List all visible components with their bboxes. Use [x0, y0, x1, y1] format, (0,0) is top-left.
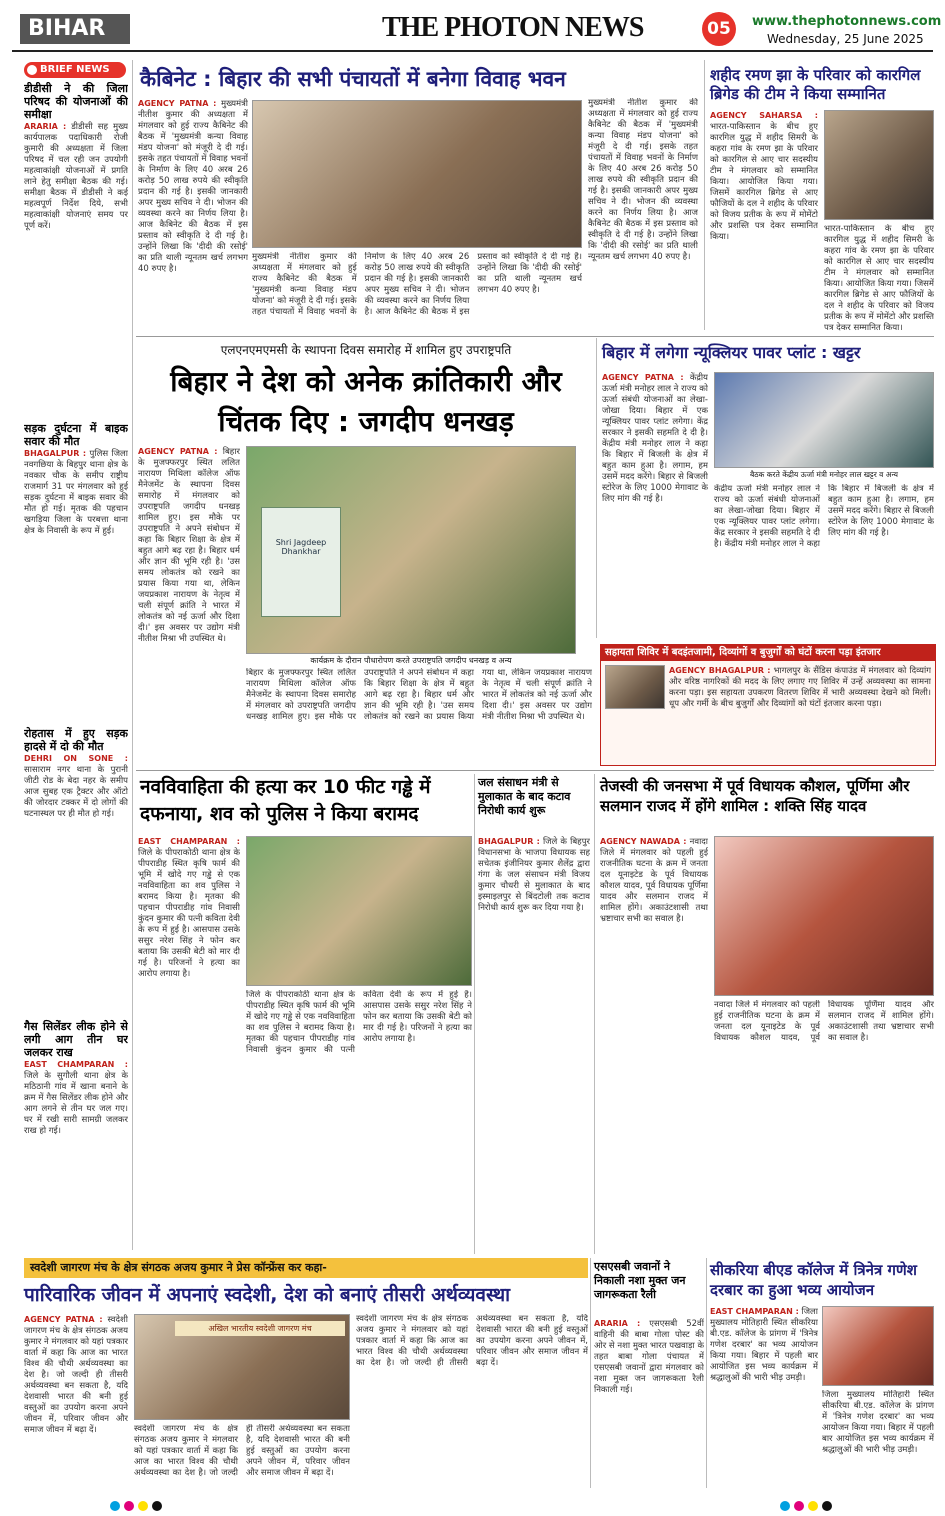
nuclear-text-cont: केंद्रीय ऊर्जा मंत्री मनोहर लाल ने राज्य को ऊर्जा संबंधी योजनाओं का लेखा-जोखा दिया। बिहार में एक न्यूक्लियर पावर प्लांट लगेगा। केंद्र सरकार ने इसकी सहमति दे दी है। केंद्रीय मंत्री मनोहर लाल ने कहा कि बिहार में बिजली के क्षेत्र में बहुत काम हुआ है। लगाम, हम उसमें मदद करेंगे। बिहार से बिजली स्टोरेज के लिए 1000 मेगावाट के लिए मांग की गई है।: [714, 484, 934, 549]
murder-text: जिले के पीपराकोठी थाना क्षेत्र के पीपराडीह स्थित कृषि फार्म की भूमि में खोदे गए गड्ढे से एक नवविवाहिता का शव पुलिस ने बरामद किया है। मृतका की पहचान पीपराडीह गांव निवासी कुंदन कुमार की पत्नी कविता देवी के रूप में हुई है। आसपास उसके ससुर नरेश सिंह ने फोन कर बताया कि उसकी बेटी को मार दी गई है। परिजनों ने हत्या का आरोप लगाया है।: [138, 848, 240, 979]
swadeshi-banner-text: अखिल भारतीय स्वदेशी जागरण मंच: [175, 1321, 345, 1336]
tejashwi-text-cont: नवादा जिले में मंगलवार को पहली हुई राजनीतिक घटना के क्रम में जनता दल यूनाइटेड के पूर्व विधायक कौशल यादव, पूर्व विधायक पूर्णिमा यादव और सलमान राजद में शामिल होंगे। अकाउंटशासी तथा भ्रष्टाचार सभी का सवाल है।: [714, 1000, 934, 1043]
tejashwi-photo: [714, 836, 934, 996]
swadeshi-kicker-banner: [24, 1258, 588, 1278]
swadeshi-body: [24, 1314, 128, 1484]
nuclear-body-cont: [714, 484, 934, 640]
brief-item: [24, 422, 128, 537]
nuclear-text: केंद्रीय ऊर्जा मंत्री मनोहर लाल ने राज्य को ऊर्जा संबंधी योजनाओं का लेखा-जोखा दिया। बिहार में एक न्यूक्लियर पावर प्लांट लगेगा। केंद्र सरकार ने इसकी सहमति दे दी है। केंद्रीय मंत्री मनोहर लाल ने कहा कि बिहार में बिजली के क्षेत्र में बहुत काम हुआ है। लगाम, हम उसमें मदद करेंगे। बिहार से बिजली स्टोरेज के लिए 1000 मेगावाट के लिए मांग की गई है।: [602, 373, 708, 504]
brief-place: BHAGALPUR :: [24, 449, 87, 458]
brief-title: डीडीसी ने की जिला परिषद की योजनाओं की समीक्षा: [24, 82, 128, 121]
swadeshi-text-right: स्वदेशी जागरण मंच के क्षेत्र संगठक अजय कुमार ने मंगलवार को यहां पत्रकार वार्ता में कहा कि आज का भारत विश्व की चौथी अर्थव्यवस्था का देश है। जो जल्दी ही तीसरी अर्थव्यवस्था बन सकता है, यदि देशवासी भारत की बनी हुई वस्तुओं का उपयोग करना अपने जीवन में, परिवार जीवन और समाज जीवन में बढ़ा दें।: [356, 1314, 588, 1368]
martyr-place: AGENCY SAHARSA :: [710, 111, 818, 120]
column-divider: [590, 1258, 591, 1488]
column-divider: [596, 338, 597, 638]
camp-story-box: [600, 644, 936, 766]
murder-body: [138, 836, 240, 1254]
swadeshi-photo: [134, 1314, 350, 1420]
brief-body: पुलिस जिला नवगछिया के बिहपुर थाना क्षेत्र के नवकार चौक के समीप राष्ट्रीय राजमार्ग 31 पर मंगलवार को हुई सड़क दुर्घटना में बाइक सवार की मौत हो गई। मृतक की पहचान खगड़िया जिला के परबत्ता थाना क्षेत्र के निवासी के रूप में हुई।: [24, 449, 128, 536]
camp-body: [669, 665, 931, 761]
ssb-place: ARARIA :: [594, 1319, 641, 1328]
water-body: [478, 836, 590, 1254]
ganesh-photo: [822, 1306, 934, 1386]
camp-text: भागलपुर के सैंडिस कंपाउंड में मंगलवार को दिव्यांग और वरिष्ठ नागरिकों की मदद के लिए लगाए गए शिविर में उन्हें अव्यवस्था का सामना करना पड़ा। इस सहायता उपकरण वितरण शिविर में भारी अव्यवस्था देखने को मिली। धूप और गर्मी के बीच बुजुर्गों और दिव्यांगों को घंटों इंतजार करना पड़ा।: [669, 666, 931, 709]
brief-news-label: [24, 62, 126, 78]
brief-body: सासाराम नगर थाना के पुरानी जीटी रोड के बेदा नहर के समीप आज सुबह एक ट्रैक्टर और ऑटो की जोरदार टक्कर में दो लोगों की घटनास्थल पर ही मौत हो गई।: [24, 765, 128, 819]
column-divider: [474, 774, 475, 1254]
murder-headline: नवविवाहिता की हत्या कर 10 फीट गड्ढे में दफनाया, शव को पुलिस ने किया बरामद: [140, 776, 431, 825]
color-registration-bar: [110, 1496, 166, 1515]
swadeshi-headline: पारिवारिक जीवन में अपनाएं स्वदेशी, देश को बनाएं तीसरी अर्थव्यवस्था: [24, 1284, 511, 1306]
lead-body-right: [588, 98, 698, 328]
martyr-body: [710, 110, 818, 332]
nuclear-place: AGENCY PATNA :: [602, 373, 684, 382]
tejashwi-body-cont: [714, 1000, 934, 1254]
nuclear-body: [602, 372, 708, 640]
column-divider: [704, 60, 705, 330]
ssb-text: एसएसबी 52वीं वाहिनी की बाबा गोला पोस्ट की ओर से नशा मुक्त भारत पखवाड़ा के तहत बाबा गोला पंचायत में एसएसबी जवानों द्वारा मंगलवार को नशा मुक्त जन जागरूकता रैली निकाली गई।: [594, 1319, 704, 1395]
nuclear-photo-caption: बैठक करते केंद्रीय ऊर्जा मंत्री मनोहर लाल खट्टर व अन्य: [749, 470, 899, 479]
vp-body: [138, 446, 240, 764]
lead-headline: कैबिनेट : बिहार की सभी पंचायतों में बनेगा विवाह भवन: [140, 67, 566, 91]
tejashwi-body: [600, 836, 708, 1254]
issue-date: Wednesday, 25 June 2025: [767, 32, 924, 46]
brief-item: [24, 82, 128, 232]
vp-body-cont: [246, 668, 592, 764]
brief-title: रोहतास में हुए सड़क हादसे में दो की मौत: [24, 727, 128, 753]
section-label: BIHAR: [20, 14, 130, 44]
martyr-photo: [824, 110, 934, 220]
martyr-headline: शहीद रमण झा के परिवार को कारगिल ब्रिगेड की टीम ने किया सम्मानित: [710, 66, 921, 103]
brief-label-text: BRIEF NEWS: [40, 64, 110, 75]
nuclear-photo: [714, 372, 934, 468]
horizontal-rule: [136, 336, 934, 337]
murder-text-cont: जिले के पीपराकोठी थाना क्षेत्र के पीपराडीह स्थित कृषि फार्म की भूमि में खोदे गए गड्ढे से एक नवविवाहिता का शव पुलिस ने बरामद किया है। मृतका की पहचान पीपराडीह गांव निवासी कुंदन कुमार की पत्नी कविता देवी के रूप में हुई है। आसपास उसके ससुर नरेश सिंह ने फोन कर बताया कि उसकी बेटी को मार दी गई है। परिजनों ने हत्या का आरोप लगाया है।: [246, 990, 472, 1055]
column-divider: [706, 1258, 707, 1488]
swadeshi-body-cont: [134, 1424, 350, 1486]
ganesh-text-cont: जिला मुख्यालय मोतिहारी स्थित सीकरिया बी.एड. कॉलेज के प्रांगण में 'त्रिनेत्र गणेश दरबार' का भव्य आयोजन किया गया। बिहार में पहली बार आयोजित इस भव्य कार्यक्रम में श्रद्धालुओं की भारी भीड़ उमड़ी।: [822, 1390, 934, 1455]
color-registration-bar: [780, 1496, 836, 1515]
swadeshi-body-right: [356, 1314, 588, 1486]
ganesh-body-cont: [822, 1390, 934, 1486]
brief-item: [24, 1020, 128, 1137]
swadeshi-kicker: स्वदेशी जागरण मंच के क्षेत्र संगठक अजय कुमार ने प्रेस कॉन्फ्रेंस कर कहा-: [30, 1261, 327, 1274]
vp-text-cont: बिहार के मुजफ्फरपुर स्थित ललित नारायण मिथिला कॉलेज ऑफ मैनेजमेंट के स्थापना दिवस समारोह में मंगलवार को उपराष्ट्रपति जगदीप धनखड़ शामिल हुए। इस मौके पर उपराष्ट्रपति ने अपने संबोधन में कहा कि बिहार शिक्षा के क्षेत्र में बहुत आगे बढ़ रहा है। बिहार धर्म और ज्ञान की भूमि रही है। 'उस समय लोकतंत्र को रखने का प्रयास किया गया था, लेकिन जयप्रकाश नारायण के नेतृत्व में चली संपूर्ण क्रांति ने भारत में लोकतंत्र को नई ऊर्जा और दिशा दी।' इस अवसर पर उद्योग मंत्री नीतीश मिश्रा भी उपस्थित थे।: [246, 668, 592, 722]
tejashwi-place: AGENCY NAWADA :: [600, 837, 687, 846]
brief-body: जिले के सुगौली थाना क्षेत्र के मठिठानी गांव में खाना बनाने के क्रम में गैस सिलेंडर लीक होने और आग लगने से तीन घर जल गए। घर में रखी सारी सामग्री जलकर राख हो गई।: [24, 1071, 128, 1136]
ganesh-place: EAST CHAMPARAN :: [710, 1307, 799, 1316]
vp-photo: [246, 446, 576, 654]
water-place: BHAGALPUR :: [478, 837, 540, 846]
vp-headline: बिहार ने देश को अनेक क्रांतिकारी और चिंतक दिए : जगदीप धनखड़: [170, 365, 562, 438]
masthead: [12, 8, 942, 52]
brief-body: डीडीसी सह मुख्य कार्यपालक पदाधिकारी रोजी कुमारी की अध्यक्षता में जिला परिषद में चल रही जन उपयोगी महत्वाकांक्षी योजनाओं में प्रगति लाने हेतु समीक्षा बैठक की गई। समीक्षा बैठक में डीडीसी ने कई महत्वपूर्ण निर्देश दिये, सभी महत्वाकांक्षी योजनाएं समय पर पूर्ण करें।: [24, 122, 128, 231]
lead-body: [138, 98, 248, 328]
swadeshi-text-cont: स्वदेशी जागरण मंच के क्षेत्र संगठक अजय कुमार ने मंगलवार को यहां पत्रकार वार्ता में कहा कि आज का भारत विश्व की चौथी अर्थव्यवस्था का देश है। जो जल्दी ही तीसरी अर्थव्यवस्था बन सकता है, यदि देशवासी भारत की बनी हुई वस्तुओं का उपयोग करना अपने जीवन में, परिवार जीवन और समाज जीवन में बढ़ा दें।: [134, 1424, 350, 1478]
column-divider: [132, 60, 133, 1250]
martyr-body-cont: [824, 224, 934, 332]
water-text: जिले के बिहपुर विधानसभा के भाजपा विधायक सह सचेतक इंजीनियर कुमार शैलेंद्र द्वारा गंगा के जल संसाधन मंत्री विजय कुमार चौधरी से मुलाकात के बाद इस्माइलपुर से बिंदटोली तक कटाव निरोधी कार्य शुरू कर दिया गया है।: [478, 837, 590, 913]
martyr-text: भारत-पाकिस्तान के बीच हुए कारगिल युद्ध में शहीद सिमरी के कहरा गांव के रमण झा के परिवार को कारगिल से आए चार सदस्यीय टीम ने मंगलवार को सम्मानित किया। आयोजित किया गया। जिसमें कारगिल ब्रिगेड से आए फौजियों के दल ने शहीद के परिवार को विजय प्रतीक के रूप में मोमेंटो और प्रशस्ति पत्र देकर सम्मानित किया।: [710, 122, 818, 242]
brief-item: [24, 727, 128, 820]
vp-photo-caption: कार्यक्रम के दौरान पौधारोपण करते उपराष्ट्रपति जगदीप धनखड़ व अन्य: [246, 654, 576, 667]
murder-photo: [246, 836, 472, 986]
lead-text: मुख्यमंत्री नीतीश कुमार की अध्यक्षता में मंगलवार को हुई राज्य कैबिनेट की बैठक में 'मुख्यमंत्री कन्या विवाह मंडप योजना' को मंजूरी दे दी गई। इसके तहत पंचायतों में विवाह भवनों के निर्माण के लिए 40 अरब 26 करोड़ 50 लाख रुपये की स्वीकृति प्रदान की गई है। इसकी जानकारी अपर मुख्य सचिव ने दी। भोजन की व्यवस्था करने का निर्णय लिया है। आज कैबिनेट की बैठक में इस प्रस्ताव को स्वीकृति दे दी गई है। उन्होंने लिखा कि 'दीदी की रसोई' का प्रति थाली न्यूनतम खर्च लगभग 40 रुपए है।: [138, 99, 248, 274]
vp-kicker: एलएनएमएमसी के स्थापना दिवस समारोह में शामिल हुए उपराष्ट्रपति: [220, 343, 512, 357]
camp-place: AGENCY BHAGALPUR :: [669, 666, 771, 675]
martyr-text-cont: भारत-पाकिस्तान के बीच हुए कारगिल युद्ध में शहीद सिमरी के कहरा गांव के रमण झा के परिवार को कारगिल से आए चार सदस्यीय टीम ने मंगलवार को सम्मानित किया। आयोजित किया गया। जिसमें कारगिल ब्रिगेड से आए फौजियों के दल ने शहीद के परिवार को विजय प्रतीक के रूप में मोमेंटो और प्रशस्ति पत्र देकर सम्मानित किया।: [824, 224, 934, 332]
website-link[interactable]: www.thephotonnews.com: [752, 14, 942, 29]
page-number: 05: [702, 12, 736, 46]
lead-body-cont: [252, 252, 582, 328]
brief-column: [24, 82, 128, 1252]
brief-title: गैस सिलेंडर लीक होने से लगी आग तीन घर जलकर राख: [24, 1020, 128, 1059]
nuclear-headline: बिहार में लगेगा न्यूक्लियर पावर प्लांट : खट्टर: [602, 343, 861, 362]
brief-place: EAST CHAMPARAN :: [24, 1060, 128, 1069]
vp-place: AGENCY PATNA :: [138, 447, 218, 456]
column-divider: [594, 774, 595, 1254]
ganesh-body: [710, 1306, 818, 1486]
ssb-headline: एसएसबी जवानों ने निकाली नशा मुक्त जन जागरूकता रैली: [594, 1260, 686, 1301]
lead-photo: [252, 100, 582, 248]
swadeshi-text: स्वदेशी जागरण मंच के क्षेत्र संगठक अजय कुमार ने मंगलवार को यहां पत्रकार वार्ता में कहा कि आज का भारत विश्व की चौथी अर्थव्यवस्था का देश है। जो जल्दी ही तीसरी अर्थव्यवस्था बन सकता है, यदि देशवासी भारत की बनी हुई वस्तुओं का उपयोग करना अपने जीवन में, परिवार जीवन और समाज जीवन में बढ़ा दें।: [24, 1315, 128, 1435]
murder-place: EAST CHAMPARAN :: [138, 837, 240, 846]
tejashwi-headline: तेजस्वी की जनसभा में पूर्व विधायक कौशल, पूर्णिमा और सलमान राजद में होंगे शामिल : शक्ति सिंह यादव: [600, 777, 910, 815]
newspaper-logo: THE PHOTON NEWS: [382, 12, 644, 43]
lead-place: AGENCY PATNA :: [138, 99, 217, 108]
camp-headline: सहायता शिविर में बदइंतजामी, दिव्यांगों व बुजुर्गों को घंटों करना पड़ा इंतजार: [601, 645, 935, 661]
ssb-body: [594, 1318, 704, 1486]
lead-text-right: मुख्यमंत्री नीतीश कुमार की अध्यक्षता में मंगलवार को हुई राज्य कैबिनेट की बैठक में 'मुख्यमंत्री कन्या विवाह मंडप योजना' को मंजूरी दे दी गई। इसके तहत पंचायतों में विवाह भवनों के निर्माण के लिए 40 अरब 26 करोड़ 50 लाख रुपये की स्वीकृति प्रदान की गई है। इसकी जानकारी अपर मुख्य सचिव ने दी। भोजन की व्यवस्था करने का निर्णय लिया है। आज कैबिनेट की बैठक में इस प्रस्ताव को स्वीकृति दे दी गई है। उन्होंने लिखा कि 'दीदी की रसोई' का प्रति थाली न्यूनतम खर्च लगभग 40 रुपए है।: [588, 98, 698, 262]
brief-title: सड़क दुर्घटना में बाइक सवार की मौत: [24, 422, 128, 448]
murder-body-cont: [246, 990, 472, 1254]
brief-icon: [27, 65, 37, 75]
camp-photo: [605, 665, 665, 709]
brief-place: DEHRI ON SONE :: [24, 754, 128, 763]
horizontal-rule: [136, 770, 934, 771]
ganesh-text: जिला मुख्यालय मोतिहारी स्थित सीकरिया बी.एड. कॉलेज के प्रांगण में 'त्रिनेत्र गणेश दरबार' का भव्य आयोजन किया गया। बिहार में पहली बार आयोजित इस भव्य कार्यक्रम में श्रद्धालुओं की भारी भीड़ उमड़ी।: [710, 1307, 818, 1383]
swadeshi-place: AGENCY PATNA :: [24, 1315, 103, 1324]
brief-place: ARARIA :: [24, 122, 67, 131]
water-headline: जल संसाधन मंत्री से मुलाकात के बाद कटाव निरोधी कार्य शुरू: [478, 776, 571, 817]
plaque: Shri Jagdeep Dhankhar: [261, 507, 341, 617]
vp-text: बिहार के मुजफ्फरपुर स्थित ललित नारायण मिथिला कॉलेज ऑफ मैनेजमेंट के स्थापना दिवस समारोह में मंगलवार को उपराष्ट्रपति जगदीप धनखड़ शामिल हुए। इस मौके पर उपराष्ट्रपति ने अपने संबोधन में कहा कि बिहार शिक्षा के क्षेत्र में बहुत आगे बढ़ रहा है। बिहार धर्म और ज्ञान की भूमि रही है। 'उस समय लोकतंत्र को रखने का प्रयास किया गया था, लेकिन जयप्रकाश नारायण के नेतृत्व में चली संपूर्ण क्रांति ने भारत में लोकतंत्र को नई ऊर्जा और दिशा दी।' इस अवसर पर उद्योग मंत्री नीतीश मिश्रा भी उपस्थित थे।: [138, 447, 240, 644]
tejashwi-text: नवादा जिले में मंगलवार को पहली हुई राजनीतिक घटना के क्रम में जनता दल यूनाइटेड के पूर्व विधायक कौशल यादव, पूर्व विधायक पूर्णिमा यादव और सलमान राजद में शामिल होंगे। अकाउंटशासी तथा भ्रष्टाचार सभी का सवाल है।: [600, 837, 708, 924]
lead-text-cont: मुख्यमंत्री नीतीश कुमार की अध्यक्षता में मंगलवार को हुई राज्य कैबिनेट की बैठक में 'मुख्यमंत्री कन्या विवाह मंडप योजना' को मंजूरी दे दी गई। इसके तहत पंचायतों में विवाह भवनों के निर्माण के लिए 40 अरब 26 करोड़ 50 लाख रुपये की स्वीकृति प्रदान की गई है। इसकी जानकारी अपर मुख्य सचिव ने दी। भोजन की व्यवस्था करने का निर्णय लिया है। आज कैबिनेट की बैठक में इस प्रस्ताव को स्वीकृति दे दी गई है। उन्होंने लिखा कि 'दीदी की रसोई' का प्रति थाली न्यूनतम खर्च लगभग 40 रुपए है।: [252, 252, 582, 317]
ganesh-headline: सीकरिया बीएड कॉलेज में त्रिनेत्र गणेश दरबार का हुआ भव्य आयोजन: [710, 1261, 917, 1299]
